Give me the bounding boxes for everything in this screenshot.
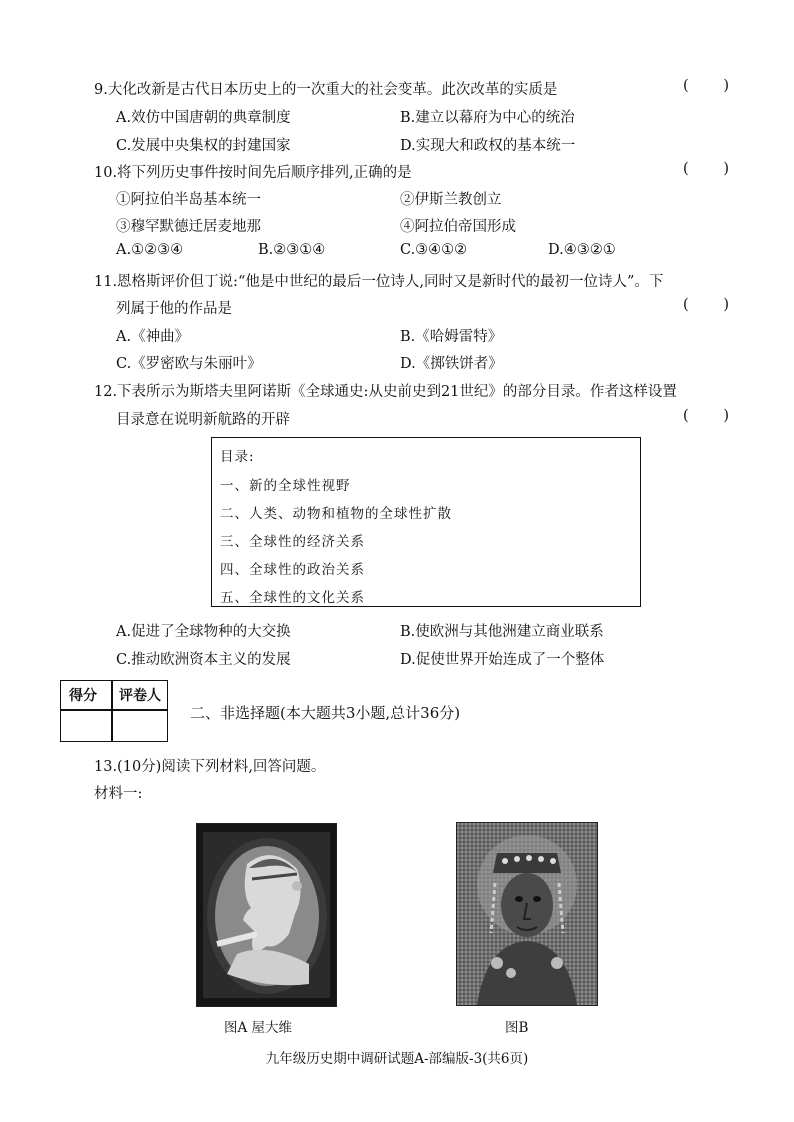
section-title: 二、非选择题(本大题共3小题,总计36分) xyxy=(190,704,461,722)
toc-item: 一、新的全球性视野 xyxy=(220,478,351,494)
figure-a-image xyxy=(196,823,337,1007)
page-footer: 九年级历史期中调研试题A-部编版-3(共6页) xyxy=(265,1051,529,1067)
q12-option-c: C.推动欧洲资本主义的发展 xyxy=(116,652,291,668)
q11-option-c: C.《罗密欧与朱丽叶》 xyxy=(116,356,262,372)
q12-stem-line2: 目录意在说明新航路的开辟 xyxy=(116,412,290,428)
score-table-divider xyxy=(111,681,113,741)
q9-option-b: B.建立以幕府为中心的统治 xyxy=(400,110,575,126)
toc-item: 五、全球性的文化关系 xyxy=(220,590,365,606)
q11-answer-paren: ( ) xyxy=(683,297,729,313)
octavian-cameo-illustration xyxy=(197,824,336,1006)
q9-answer-paren: ( ) xyxy=(683,78,729,94)
q10-event-2: ②伊斯兰教创立 xyxy=(400,192,502,208)
q10-event-1: ①阿拉伯半岛基本统一 xyxy=(116,192,261,208)
q12-option-d: D.促使世界开始连成了一个整体 xyxy=(400,652,605,668)
q10-option-c: C.③④①② xyxy=(400,242,468,258)
q9-option-c: C.发展中央集权的封建国家 xyxy=(116,138,291,154)
q13-stem: 13.(10分)阅读下列材料,回答问题。 xyxy=(94,759,326,775)
table-of-contents-box xyxy=(211,437,641,607)
q11-option-b: B.《哈姆雷特》 xyxy=(400,329,503,345)
toc-item: 二、人类、动物和植物的全球性扩散 xyxy=(220,506,452,522)
q12-option-a: A.促进了全球物种的大交换 xyxy=(116,624,291,640)
toc-item: 四、全球性的政治关系 xyxy=(220,562,365,578)
q12-stem-line1: 12.下表所示为斯塔夫里阿诺斯《全球通史:从史前史到21世纪》的部分目录。作者这样设置 xyxy=(94,384,677,400)
q9-stem: 9.大化改新是古代日本历史上的一次重大的社会变革。此次改革的实质是 xyxy=(94,82,558,98)
q10-event-4: ④阿拉伯帝国形成 xyxy=(400,219,516,235)
score-table-divider xyxy=(61,709,167,711)
figure-b-image xyxy=(456,822,598,1006)
q12-answer-paren: ( ) xyxy=(683,408,729,424)
q11-stem-line1: 11.恩格斯评价但丁说:“他是中世纪的最后一位诗人,同时又是新时代的最初一位诗人”。下 xyxy=(94,274,664,290)
score-label: 得分 xyxy=(69,688,97,704)
q10-stem: 10.将下列历史事件按时间先后顺序排列,正确的是 xyxy=(94,165,412,181)
figure-b-caption: 图B xyxy=(505,1020,529,1036)
q10-option-d: D.④③②① xyxy=(548,242,616,258)
toc-heading: 目录: xyxy=(220,449,255,465)
q11-stem-line2: 列属于他的作品是 xyxy=(116,301,232,317)
figure-a-caption: 图A 屋大维 xyxy=(224,1020,293,1036)
q9-option-a: A.效仿中国唐朝的典章制度 xyxy=(116,110,291,126)
grader-label: 评卷人 xyxy=(119,688,161,704)
q9-option-d: D.实现大和政权的基本统一 xyxy=(400,138,576,154)
q10-option-a: A.①②③④ xyxy=(116,242,184,258)
q11-option-d: D.《掷铁饼者》 xyxy=(400,356,503,372)
justinian-mosaic-illustration xyxy=(457,823,597,1005)
q10-event-3: ③穆罕默德迁居麦地那 xyxy=(116,219,261,235)
material-label: 材料一: xyxy=(94,786,143,802)
toc-item: 三、全球性的经济关系 xyxy=(220,534,365,550)
q11-option-a: A.《神曲》 xyxy=(116,329,190,345)
q10-option-b: B.②③①④ xyxy=(258,242,326,258)
q12-option-b: B.使欧洲与其他洲建立商业联系 xyxy=(400,624,604,640)
q10-answer-paren: ( ) xyxy=(683,161,729,177)
score-table xyxy=(60,680,168,742)
